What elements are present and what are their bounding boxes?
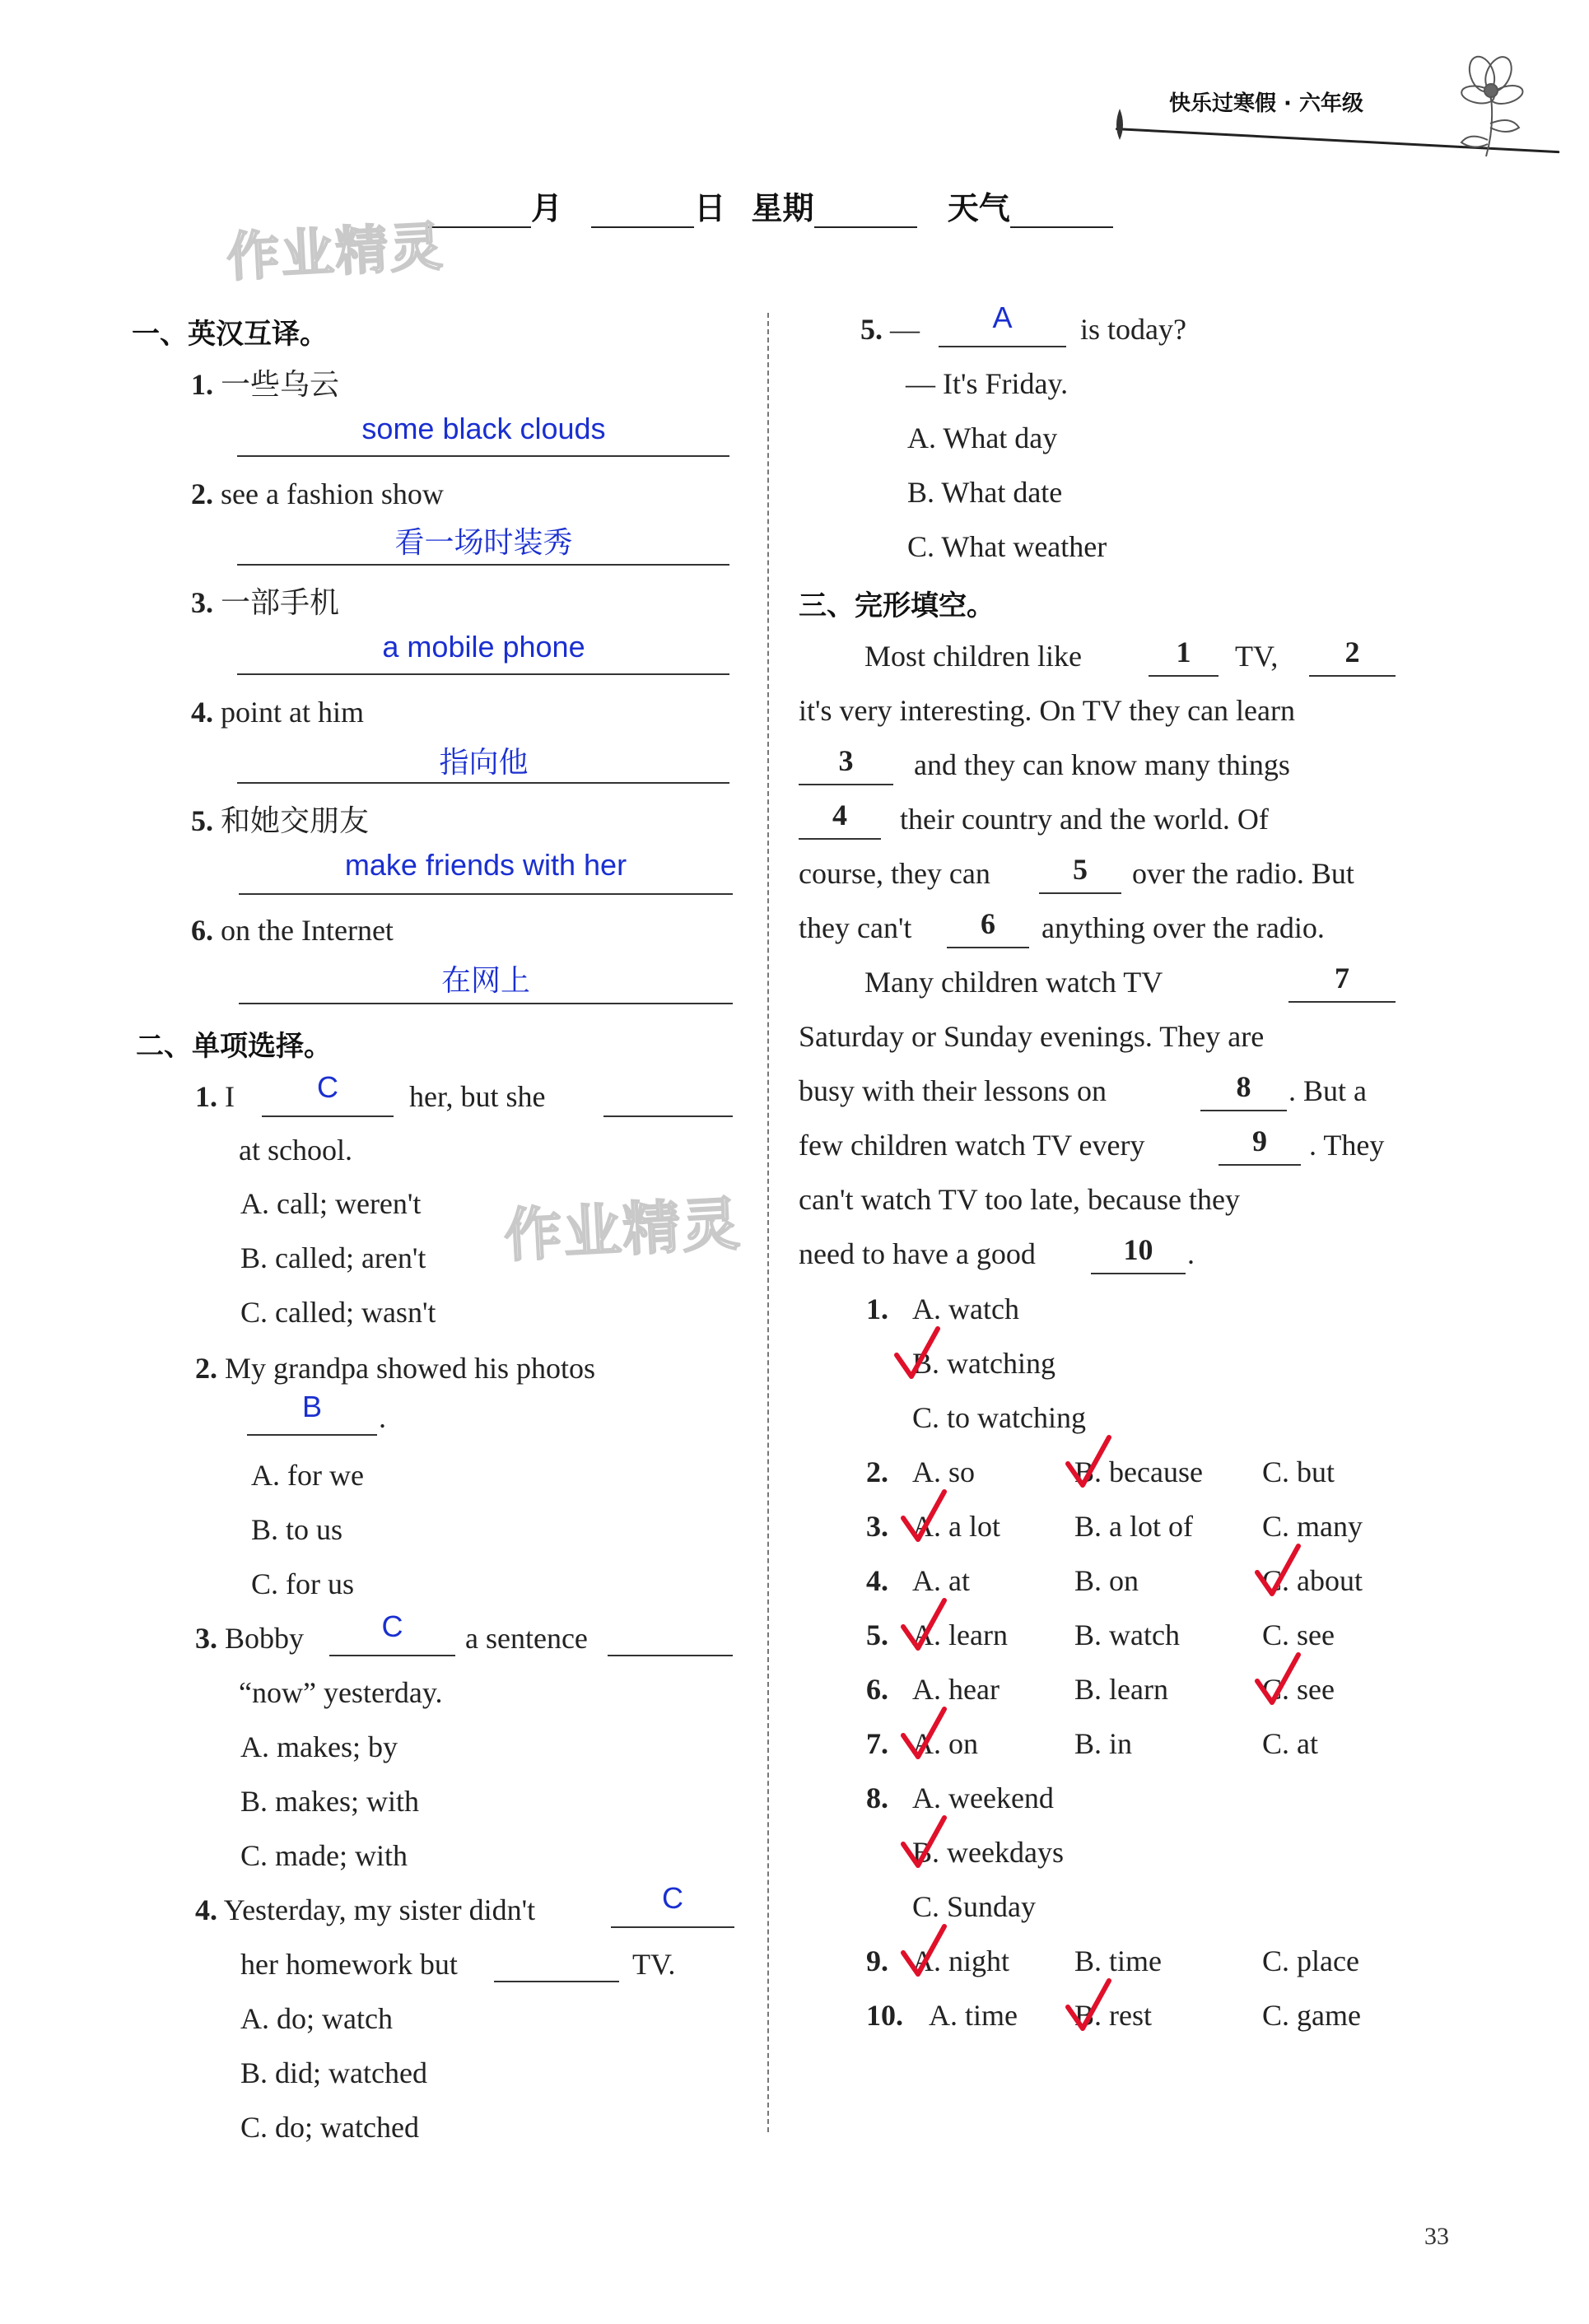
header-title: 快乐过寒假 · 六年级: [1169, 91, 1363, 116]
question-number: 5.: [860, 313, 883, 346]
leaf-ornament-icon: [1111, 107, 1128, 144]
checkmark-icon: [900, 1597, 949, 1655]
choice-option-c: C. to watching: [912, 1401, 1086, 1434]
choice-number: 8.: [866, 1781, 888, 1814]
month-label: 月: [531, 190, 563, 226]
answer-line: [239, 893, 733, 895]
week-blank[interactable]: [814, 195, 917, 228]
passage-text: . But a: [1288, 1074, 1367, 1107]
choice-option-b: B. weekdays: [912, 1836, 1064, 1869]
option-a: A. What day: [907, 421, 1058, 454]
passage-text: TV,: [1235, 640, 1279, 673]
section2-title: 二、单项选择。: [136, 1030, 332, 1063]
choice-option-c: C. many: [1262, 1510, 1363, 1543]
answer-line: [608, 1655, 733, 1656]
blank-line: [799, 784, 893, 785]
watermark-top: 作业精灵: [225, 217, 446, 289]
cloze-blank-4: 4: [832, 799, 847, 831]
choice-option-b: B. learn: [1074, 1673, 1168, 1706]
option-c: C. called; wasn't: [240, 1296, 436, 1329]
cloze-blank-10: 10: [1123, 1233, 1153, 1266]
choice-option-b: B. watching: [912, 1347, 1055, 1380]
item-number: 3.: [191, 586, 213, 619]
question-text: “now” yesterday.: [239, 1676, 443, 1709]
item-number: 5.: [191, 804, 213, 837]
weather-blank[interactable]: [1010, 195, 1113, 228]
choice-number: 9.: [866, 1944, 888, 1977]
passage-text: over the radio. But: [1132, 857, 1354, 890]
flower-ornament-icon: [1437, 45, 1544, 161]
reply-text: — It's Friday.: [906, 367, 1069, 400]
choice-option-c: C. Sunday: [912, 1890, 1037, 1923]
choice-option-a: A. hear: [912, 1673, 1000, 1706]
choice-option-a: A. time: [929, 1999, 1018, 2032]
item-answer: 在网上: [440, 963, 530, 997]
option-c: C. What weather: [907, 530, 1107, 563]
question-text: is today?: [1080, 313, 1186, 346]
date-line: [428, 183, 1113, 228]
item-question: 一些乌云: [221, 368, 340, 401]
month-blank[interactable]: [428, 195, 531, 228]
option-a: A. call; weren't: [240, 1187, 422, 1220]
passage-text: .: [1187, 1237, 1195, 1270]
question-text: —: [890, 313, 920, 346]
choice-option-b: B. rest: [1074, 1999, 1152, 2032]
answer-blank-2: B: [301, 1390, 322, 1423]
checkmark-icon: [1254, 1543, 1303, 1600]
page-number: 33: [1424, 2223, 1449, 2250]
question-text: her homework but: [240, 1948, 458, 1981]
passage-text: need to have a good: [799, 1237, 1036, 1270]
option-c: C. made; with: [240, 1839, 408, 1872]
answer-line: [239, 1003, 733, 1004]
item-question: 和她交朋友: [221, 804, 370, 837]
cloze-blank-5: 5: [1073, 853, 1088, 886]
cloze-blank-1: 1: [1176, 636, 1191, 668]
question-text: a sentence: [465, 1622, 588, 1655]
choice-number: 10.: [866, 1999, 903, 2032]
option-c: C. for us: [251, 1567, 354, 1600]
passage-text: their country and the world. Of: [900, 803, 1269, 836]
choice-option-a: A. so: [912, 1455, 976, 1488]
answer-line: [603, 1115, 733, 1117]
item-answer: 看一场时装秀: [394, 525, 573, 559]
answer-blank-4: C: [662, 1881, 683, 1915]
question-text: at school.: [239, 1134, 352, 1167]
item-answer: 指向他: [439, 745, 529, 779]
checkmark-icon: [1065, 1977, 1114, 2035]
answer-blank-3: C: [381, 1609, 403, 1643]
choice-option-a: A. watch: [912, 1292, 1019, 1325]
answer-line: [262, 1115, 394, 1117]
checkmark-icon: [893, 1325, 943, 1383]
choice-option-b: B. a lot of: [1074, 1510, 1193, 1543]
item-number: 2.: [191, 477, 213, 510]
blank-line: [947, 947, 1029, 948]
passage-text: can't watch TV too late, because they: [799, 1183, 1240, 1216]
option-b: B. What date: [907, 476, 1063, 509]
choice-number: 6.: [866, 1673, 888, 1706]
blank-line: [1091, 1273, 1186, 1274]
day-label: 日: [694, 190, 726, 226]
answer-line: [939, 346, 1066, 347]
section1-title: 一、英汉互译。: [132, 318, 328, 351]
choice-number: 2.: [866, 1455, 888, 1488]
answer-blank-5: A: [992, 300, 1013, 334]
item-answer: some black clouds: [361, 412, 606, 445]
day-blank[interactable]: [591, 195, 694, 228]
item-number: 6.: [191, 914, 213, 947]
option-b: B. called; aren't: [240, 1241, 426, 1274]
answer-blank-1: C: [317, 1070, 338, 1104]
choice-option-a: A. night: [912, 1944, 1010, 1977]
choice-option-b: B. watch: [1074, 1618, 1180, 1651]
passage-text: it's very interesting. On TV they can learn: [799, 694, 1295, 727]
cloze-blank-3: 3: [838, 744, 854, 777]
choice-option-b: B. in: [1074, 1727, 1133, 1760]
option-a: A. for we: [251, 1459, 364, 1492]
choice-option-c: C. see: [1262, 1673, 1335, 1706]
question-text: her, but she: [409, 1080, 546, 1113]
option-b: B. did; watched: [240, 2056, 427, 2089]
item-number: 4.: [191, 696, 213, 729]
choice-option-a: A. at: [912, 1564, 970, 1597]
question-text: Bobby: [225, 1622, 305, 1655]
checkmark-icon: [1065, 1434, 1114, 1492]
choice-option-c: C. game: [1262, 1999, 1361, 2032]
item-question: point at him: [221, 696, 364, 729]
question-number: 2.: [195, 1352, 217, 1385]
passage-text: they can't: [799, 911, 912, 944]
passage-text: busy with their lessons on: [799, 1074, 1107, 1107]
weather-label: 天气: [947, 190, 1010, 226]
answer-line: [611, 1926, 734, 1928]
week-label: 星期: [751, 190, 814, 226]
option-a: A. do; watch: [240, 2002, 393, 2035]
question-text: I: [225, 1080, 235, 1113]
passage-text: few children watch TV every: [799, 1129, 1145, 1162]
passage-text: anything over the radio.: [1041, 911, 1325, 944]
item-number: 1.: [191, 368, 213, 401]
item-question: on the Internet: [221, 914, 394, 947]
choice-option-b: B. on: [1074, 1564, 1139, 1597]
answer-line: [329, 1655, 455, 1656]
blank-line: [799, 838, 881, 840]
item-question: see a fashion show: [221, 477, 444, 510]
option-b: B. to us: [251, 1513, 343, 1546]
choice-option-c: C. about: [1262, 1564, 1363, 1597]
cloze-blank-8: 8: [1236, 1070, 1251, 1103]
blank-line: [1149, 675, 1219, 677]
checkmark-icon: [900, 1923, 949, 1981]
choice-option-a: A. on: [912, 1727, 978, 1760]
choice-option-b: B. because: [1074, 1455, 1203, 1488]
passage-text: Saturday or Sunday evenings. They are: [799, 1020, 1265, 1053]
option-a: A. makes; by: [240, 1730, 398, 1763]
checkmark-icon: [900, 1488, 949, 1546]
option-c: C. do; watched: [240, 2111, 419, 2144]
passage-text: course, they can: [799, 857, 990, 890]
choice-option-c: C. see: [1262, 1618, 1335, 1651]
choice-option-a: A. weekend: [912, 1781, 1054, 1814]
cloze-blank-7: 7: [1335, 962, 1349, 994]
cloze-blank-2: 2: [1344, 636, 1360, 668]
passage-text: Most children like: [864, 640, 1082, 673]
question-text: My grandpa showed his photos: [225, 1352, 595, 1385]
checkmark-icon: [900, 1814, 949, 1872]
answer-line: [247, 1434, 377, 1436]
answer-line: [237, 782, 729, 784]
choice-number: 4.: [866, 1564, 888, 1597]
blank-line: [1039, 892, 1121, 894]
choice-number: 1.: [866, 1292, 888, 1325]
passage-text: Many children watch TV: [864, 966, 1163, 999]
blank-line: [1200, 1110, 1287, 1111]
answer-line: [237, 564, 729, 566]
choice-option-c: C. at: [1262, 1727, 1318, 1760]
question-text: Yesterday, my sister didn't: [223, 1893, 536, 1926]
choice-number: 3.: [866, 1510, 888, 1543]
passage-text: and they can know many things: [914, 748, 1290, 781]
section3-title: 三、完形填空。: [799, 589, 995, 622]
checkmark-icon: [1254, 1651, 1303, 1709]
item-answer: make friends with her: [344, 848, 627, 882]
answer-line: [494, 1981, 619, 1982]
cloze-blank-6: 6: [981, 907, 995, 940]
choice-number: 5.: [866, 1618, 888, 1651]
choice-option-a: A. learn: [912, 1618, 1008, 1651]
item-question: 一部手机: [221, 586, 340, 619]
question-number: 1.: [195, 1080, 217, 1113]
choice-option-b: B. time: [1074, 1944, 1162, 1977]
cloze-blank-9: 9: [1252, 1125, 1267, 1157]
blank-line: [1219, 1164, 1301, 1166]
passage-text: . They: [1309, 1129, 1385, 1162]
option-b: B. makes; with: [240, 1785, 419, 1818]
blank-line: [1309, 675, 1396, 677]
choice-option-a: A. a lot: [912, 1510, 1000, 1543]
choice-option-c: C. but: [1262, 1455, 1335, 1488]
item-answer: a mobile phone: [382, 630, 585, 664]
watermark-middle: 作业精灵: [502, 1190, 743, 1270]
question-number: 3.: [195, 1622, 217, 1655]
checkmark-icon: [900, 1706, 949, 1763]
answer-line: [237, 455, 729, 457]
question-number: 4.: [195, 1893, 217, 1926]
answer-line: [237, 673, 729, 675]
choice-option-c: C. place: [1262, 1944, 1359, 1977]
question-text: TV.: [632, 1948, 676, 1981]
blank-line: [1288, 1001, 1396, 1003]
question-end: .: [379, 1401, 386, 1434]
choice-number: 7.: [866, 1727, 888, 1760]
column-divider: [767, 313, 769, 2132]
